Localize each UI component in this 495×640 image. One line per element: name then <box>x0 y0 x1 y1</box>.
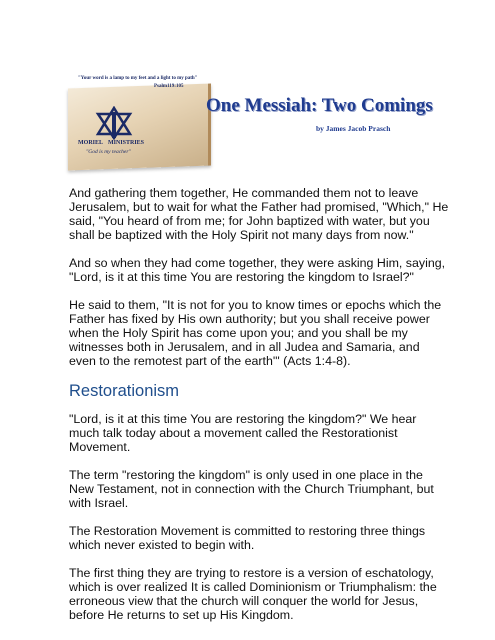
open-book-image <box>68 84 211 171</box>
paragraph: "Lord, is it at this time You are restoring the kingdom?" We hear much talk today about a movement called the Restorationist Movement. <box>69 412 417 454</box>
header-banner <box>68 76 438 174</box>
org-name-right: MINISTRIES <box>108 140 145 146</box>
paragraph: The Restoration Movement is committed to restoring three things which never existed to begin with. <box>69 524 426 552</box>
psalm-reference: Psalm119:105 <box>154 84 184 89</box>
paragraph: And so when they had come together, they were asking Him, saying, "Lord, is it at this time You are restoring the kingdom to Israel?" <box>69 256 446 284</box>
paragraph: And gathering them together, He commanded them not to leave Jerusalem, but to wait for what the Father had promised, "Which," He said, "You heard of from me; for John baptized with water, but you shall be baptized with the Holy Spirit not many days from now." <box>69 186 449 242</box>
article-body <box>69 186 449 636</box>
org-name-left: MORIEL <box>78 140 104 146</box>
star-of-david-icon <box>94 106 134 140</box>
paragraph: The term "restoring the kingdom" is only used in one place in the New Testament, not in connection with the Church Triumphant, but with Israel. <box>69 468 434 510</box>
org-tagline: "God is my teacher" <box>86 149 131 155</box>
paragraph: He said to them, "It is not for you to know times or epochs which the Father has fixed by His own authority; but you shall receive power when the Holy Spirit has come upon you; and you shall be my witnesses both in Jerusalem, and in all Judea and Samaria, and even to the remotest part of the earth'" (Acts 1:4-8). <box>69 298 442 368</box>
document-title: One Messiah: Two Comings <box>206 95 433 116</box>
section-heading: Restorationism <box>69 382 180 400</box>
psalm-quote: "Your word is a lamp to my feet and a light to my path" <box>78 76 198 81</box>
author-byline: by James Jacob Prasch <box>316 124 391 133</box>
paragraph: The first thing they are trying to restore is a version of eschatology, which is over realized It is called Dominionism or Triumphalism: the erroneous view that the church will conquer the world for Jesus, before He returns to set up His Kingdom. <box>69 566 437 622</box>
